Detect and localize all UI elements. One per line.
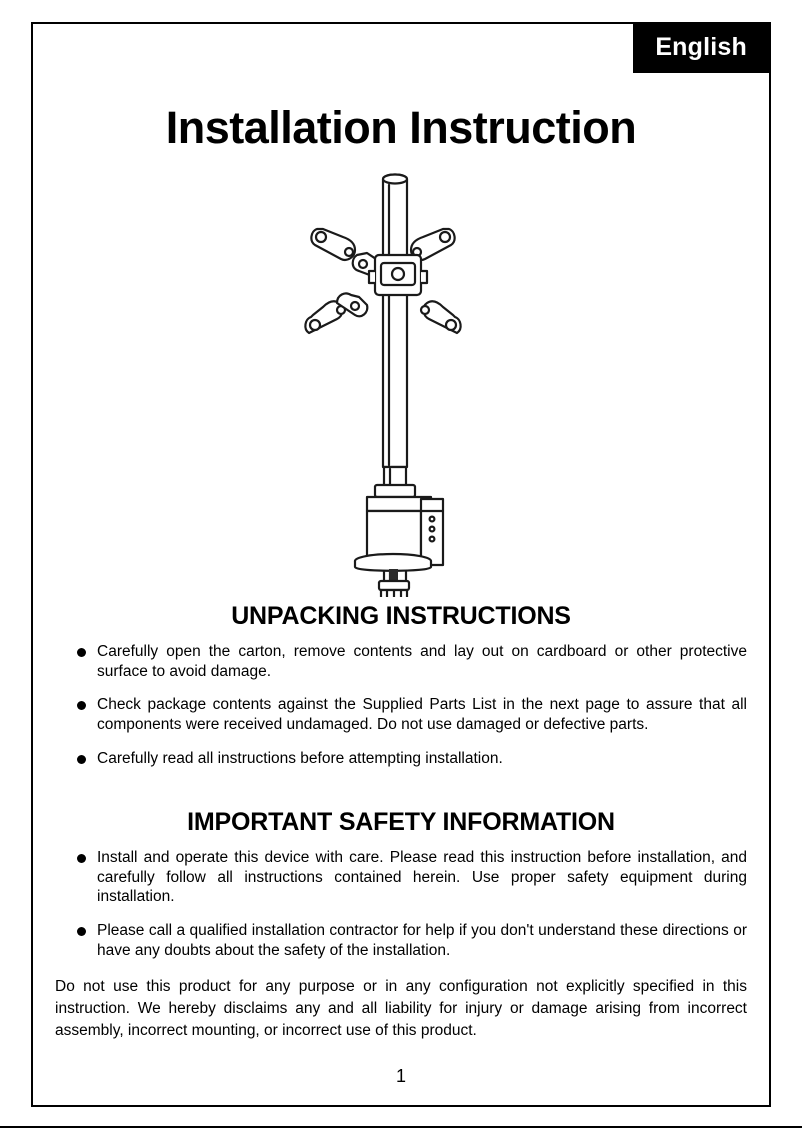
page-number: 1: [395, 1066, 406, 1086]
disclaimer-paragraph: Do not use this product for any purpose or in any configuration not explicitly specified in this instruction. We hereby disclaims any and all liability for injury or damage arising from incorrect assembly, incorrect mounting, or incorrect use of this product.: [55, 978, 747, 1039]
list-item: [55, 848, 747, 907]
bullet-dot-icon: [77, 648, 86, 657]
bullet-dot-icon: [77, 701, 86, 710]
list-item-text: Carefully open the carton, remove contents and lay out on cardboard or other protective surface to avoid damage.: [97, 643, 747, 680]
list-item: [55, 749, 747, 769]
section-heading-unpacking: UNPACKING INSTRUCTIONS: [231, 602, 571, 630]
safety-bullet-list: [55, 848, 747, 974]
list-item: [55, 921, 747, 960]
bullet-dot-icon: [77, 854, 86, 863]
list-item: [55, 695, 747, 734]
list-item-text: Install and operate this device with care. Please read this instruction before installation, and carefully follow all instructions contained herein. Use proper safety equipment during installation.: [97, 849, 747, 906]
page-border-frame: [31, 22, 771, 1107]
list-item: [55, 642, 747, 681]
bullet-dot-icon: [77, 927, 86, 936]
unpacking-bullet-list: [55, 642, 747, 782]
section-heading-safety: IMPORTANT SAFETY INFORMATION: [187, 808, 615, 836]
bottom-divider: [0, 1126, 802, 1128]
list-item-text: Carefully read all instructions before attempting installation.: [97, 749, 503, 767]
list-item-text: Please call a qualified installation contractor for help if you don't understand these directions or have any doubts about the safety of the installation.: [97, 922, 747, 959]
product-illustration: [33, 167, 769, 607]
page-title: Installation Instruction: [165, 102, 637, 153]
monitor-mount-icon: [271, 167, 531, 597]
bullet-dot-icon: [77, 755, 86, 764]
language-badge: English: [633, 24, 769, 73]
list-item-text: Check package contents against the Supplied Parts List in the next page to assure that all components were received undamaged. Do not use damaged or defective parts.: [97, 696, 747, 734]
